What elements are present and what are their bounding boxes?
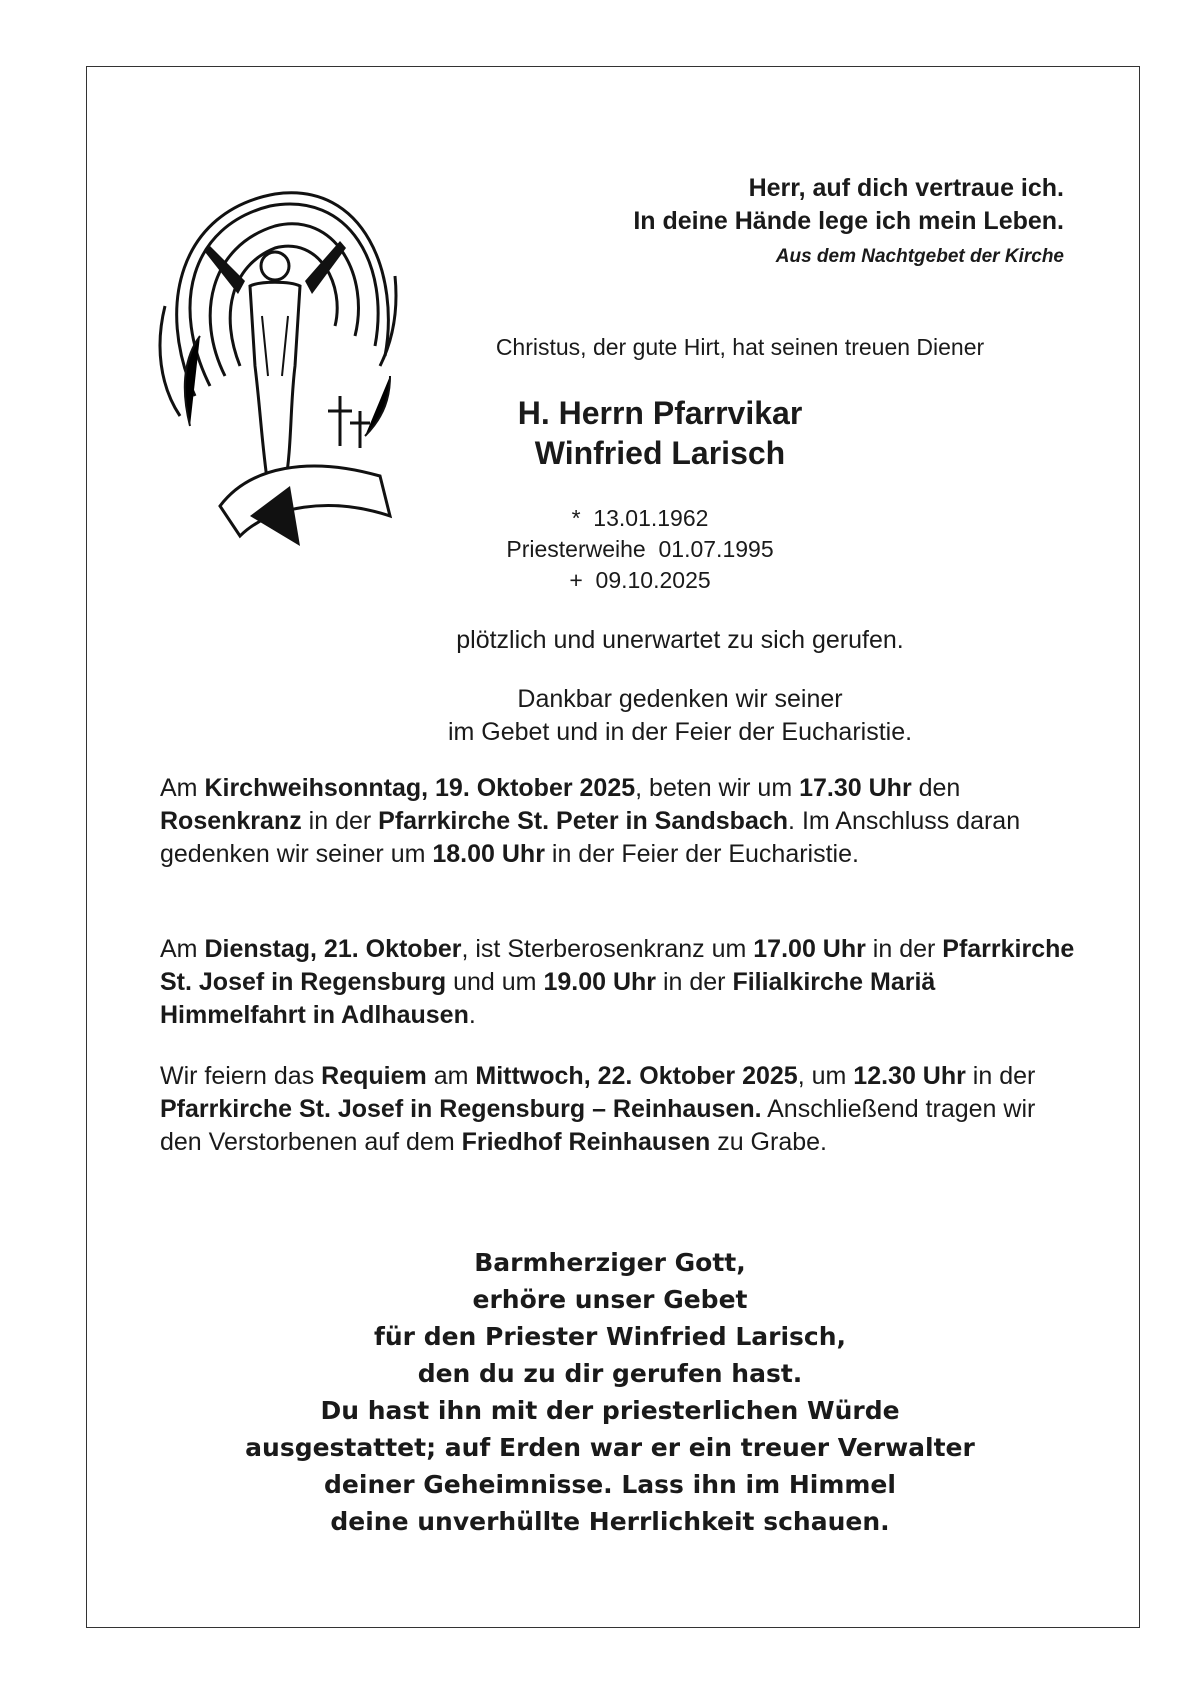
prayer-line: erhöre unser Gebet: [472, 1285, 748, 1314]
prayer-line: deiner Geheimnisse. Lass ihn im Himmel: [324, 1470, 896, 1499]
paragraph-segment: Pfarrkirche St. Josef in Regensburg: [160, 935, 1075, 996]
paragraph-segment: Pfarrkirche St. Josef in Regensburg – Reinhausen.: [160, 1095, 762, 1123]
motto: [633, 172, 1064, 268]
paragraph-segment: zu Grabe.: [710, 1128, 827, 1156]
called-text: plötzlich und unerwartet zu sich gerufen.: [456, 626, 904, 654]
paragraph-segment: in der: [865, 935, 943, 963]
paragraph-segment: am: [426, 1062, 476, 1090]
paragraph-segment: 17.00 Uhr: [753, 935, 866, 963]
paragraph-segment: . Im Anschluss daran gedenken wir seiner um: [160, 807, 1021, 868]
name-title: H. Herrn Pfarrvikar: [517, 395, 803, 431]
prayer-line: Du hast ihn mit der priesterlichen Würde: [320, 1396, 900, 1425]
prayer-line: für den Priester Winfried Larisch,: [373, 1322, 847, 1351]
prayer-line: Barmherziger Gott,: [474, 1248, 746, 1277]
rosary-regensburg-paragraph: [160, 933, 1080, 1032]
paragraph-segment: Anschließend tragen wir den Verstorbenen auf dem: [160, 1095, 1036, 1156]
paragraph-segment: 18.00 Uhr: [432, 840, 545, 868]
paragraph-segment: , ist Sterberosenkranz um: [461, 935, 754, 963]
risen-christ-illustration-icon: [150, 186, 400, 556]
closing-prayer: [160, 1244, 1060, 1540]
birth-date: * 13.01.1962: [571, 505, 709, 531]
paragraph-segment: Filialkirche Mariä Himmelfahrt in Adlhausen: [160, 968, 936, 1029]
paragraph-segment: Friedhof Reinhausen: [461, 1128, 711, 1156]
deceased-name: [430, 393, 890, 473]
paragraph-segment: in der: [656, 968, 733, 996]
ordination-date: Priesterweihe 01.07.1995: [506, 536, 774, 562]
thanks-text: [260, 683, 1100, 749]
paragraph-segment: Kirchweihsonntag, 19. Oktober 2025: [204, 774, 636, 802]
paragraph-segment: Rosenkranz: [160, 807, 302, 835]
paragraph-segment: .: [468, 1001, 476, 1029]
life-dates: [440, 503, 840, 596]
paragraph-segment: Mittwoch, 22. Oktober 2025: [475, 1062, 798, 1090]
motto-line-1: Herr, auf dich vertraue ich.: [748, 174, 1064, 202]
paragraph-segment: in der Feier der Eucharistie.: [544, 840, 859, 868]
paragraph-segment: Requiem: [321, 1062, 427, 1090]
paragraph-segment: 12.30 Uhr: [853, 1062, 966, 1090]
prayer-line: ausgestattet; auf Erden war er ein treuer Verwalter: [245, 1433, 975, 1462]
paragraph-segment: in der: [965, 1062, 1036, 1090]
thanks-line-1: Dankbar gedenken wir seiner: [517, 685, 843, 713]
motto-line-2: In deine Hände lege ich mein Leben.: [633, 207, 1064, 235]
name-full: Winfried Larisch: [534, 435, 786, 471]
paragraph-segment: Dienstag, 21. Oktober: [204, 935, 462, 963]
paragraph-segment: den: [911, 774, 961, 802]
paragraph-segment: Am: [160, 935, 205, 963]
paragraph-segment: , um: [797, 1062, 854, 1090]
prayer-line: den du zu dir gerufen hast.: [417, 1359, 803, 1388]
motto-source: Aus dem Nachtgebet der Kirche: [775, 246, 1064, 267]
paragraph-segment: Wir feiern das: [160, 1062, 322, 1090]
prayer-line: deine unverhüllte Herrlichkeit schauen.: [330, 1507, 890, 1536]
intro-text: Christus, der gute Hirt, hat seinen treuen Diener: [495, 334, 985, 360]
paragraph-segment: und um: [446, 968, 544, 996]
paragraph-segment: Am: [160, 774, 205, 802]
thanks-line-2: im Gebet und in der Feier der Eucharistie.: [447, 718, 913, 746]
requiem-paragraph: [160, 1060, 1080, 1159]
paragraph-segment: 19.00 Uhr: [543, 968, 657, 996]
paragraph-segment: 17.30 Uhr: [799, 774, 912, 802]
paragraph-segment: , beten wir um: [635, 774, 800, 802]
paragraph-segment: Pfarrkirche St. Peter in Sandsbach: [378, 807, 789, 835]
rosary-sandsbach-paragraph: [160, 772, 1080, 871]
paragraph-segment: in der: [301, 807, 379, 835]
death-date: + 09.10.2025: [569, 567, 711, 593]
